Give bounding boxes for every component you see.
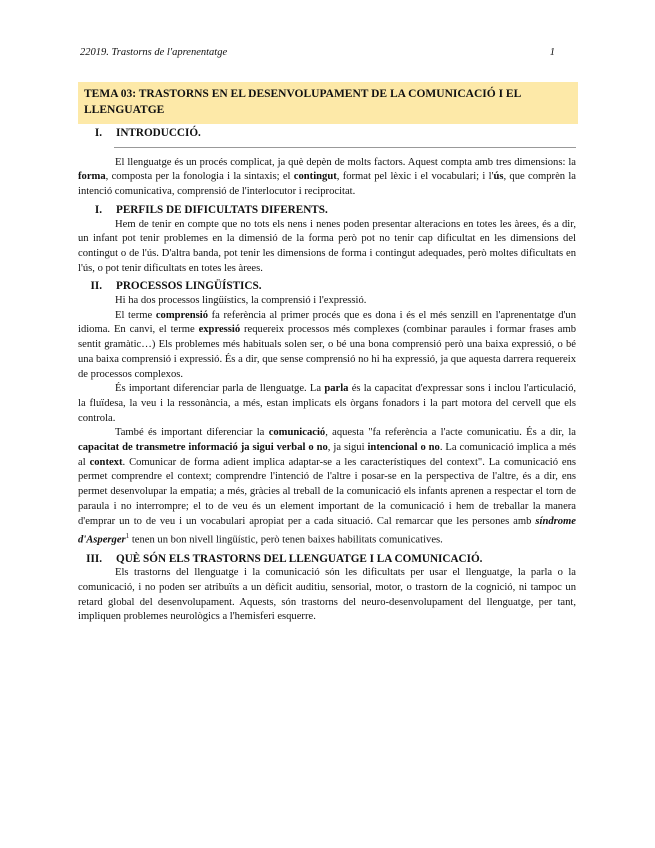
page-header [80, 47, 555, 58]
paragraph-processos-3: És important diferenciar parla de llenguatge. La parla és la capacitat d'expressar sons i inclou l'articulació, la fluïdesa, la veu i la ressonància, a més, estan implicats els òrgans fonadors i la part motora del cervell que els controla. [78, 383, 577, 424]
paragraph-trastorns: Els trastorns del llenguatge i la comunicació són les dificultats per usar el llenguatge, la parla o la comunicació, i no poden ser atribuïts a un dèficit auditiu, sensorial, motor, o trastorn de la cognició, ni tampoc un retard global del desenvolupament. Aquests, són trastorns del neuro-desenvolupament del llenguatge, per tant, impliquen problemes neurològics a l'hemisferi esquerre. [78, 567, 576, 623]
section-heading-trastorns: III. QUÈ SÓN ELS TRASTORNS DEL LLENGUATGE I LA COMUNICACIÓ. [86, 552, 483, 565]
section-heading-perfils: I. PERFILS DE DIFICULTATS DIFERENTS. [94, 203, 328, 216]
document-body [78, 124, 576, 625]
paragraph-processos-4: També és important diferenciar la comunicació, aquesta "fa referència a l'acte comunicatiu. És a dir, la capacitat de transmetre informació ja sigui verbal o no, ja sigui intencional o no. La comunicació implica a més al context. Comunicar de forma adient implica adaptar-se a les característiques del context". La comunicació ens permet comprendre el context; comprendre l'intenció de l'altre i posar-se en la perspectiva de l'altre, és a dir, ens permet desenvolupar la empatia; a més, gràcies al treball de la comunicació els infants aprenen a respectar el torn de paraula i no interrompre; el to de veu és un element important de la comunicació i hem de treballar la manera d'emprar un to de veu i un vocabulari apropiat per a cada situació. Cal remarcar que les persones amb síndrome d'Asperger$^1$ tenen un bon nivell lingüístic, però tenen baixes habilitats comunicatives. [78, 427, 577, 546]
footnote-marker: 1 [125, 532, 130, 541]
paragraph-processos-2: El terme comprensió fa referència al primer procés que es dona i és el més senzill en l'aprenentatge d'un idioma. En canvi, el terme expressió requereix processos més complexes (combinar paraules i formar frases amb sentit gramàtic…) Els problemes més habituals solen ser, o bé una bona comprensió però una baixa expressió, o bé una baixa comprensió i expressió. És a dir, que sense comprensió no hi ha expressió, ja que aquesta darrera requereix de processos complexos. [78, 309, 577, 380]
paragraph-introduccio: El llenguatge és un procés complicat, ja què depèn de molts factors. Aquest compta amb tres dimensions: la forma, composta per la fonologia i la sintaxis; el contingut, format pel lèxic i el vocabulari; i l'ús, que comprèn la intenció comunicativa, comprensió de l'interlocutor i reciprocitat. [78, 156, 577, 198]
header-course-title: 22019. Trastorns de l'aprenentatge [80, 47, 228, 58]
document-title: TEMA 03: TRASTORNS EN EL DESENVOLUPAMENT DE LA COMUNICACIÓ I EL LLENGUATGE [84, 88, 521, 116]
paragraph-processos-1: Hi ha dos processos lingüístics, la comprensió i l'expressió. [115, 295, 367, 307]
section-heading-introduccio: I. INTRODUCCIÓ. [94, 127, 201, 139]
page-number: 1 [549, 47, 555, 58]
paragraph-perfils: Hem de tenir en compte que no tots els nens i nenes poden presentar alteracions en totes les àrees, és a dir, un infant pot tenir problemes en la dimensió de la forma però pot no tenir cap dificultat en les dimensions del contingut o de l'ús. D'altra banda, pot tenir les dimensions de forma i contingut adequades, però moltes dificultats en l'ús, o pot tenir dificultats en totes les àrees. [78, 218, 576, 274]
section-heading-processos: II. PROCESSOS LINGÜÍSTICS. [90, 280, 262, 293]
section-divider [114, 147, 576, 148]
